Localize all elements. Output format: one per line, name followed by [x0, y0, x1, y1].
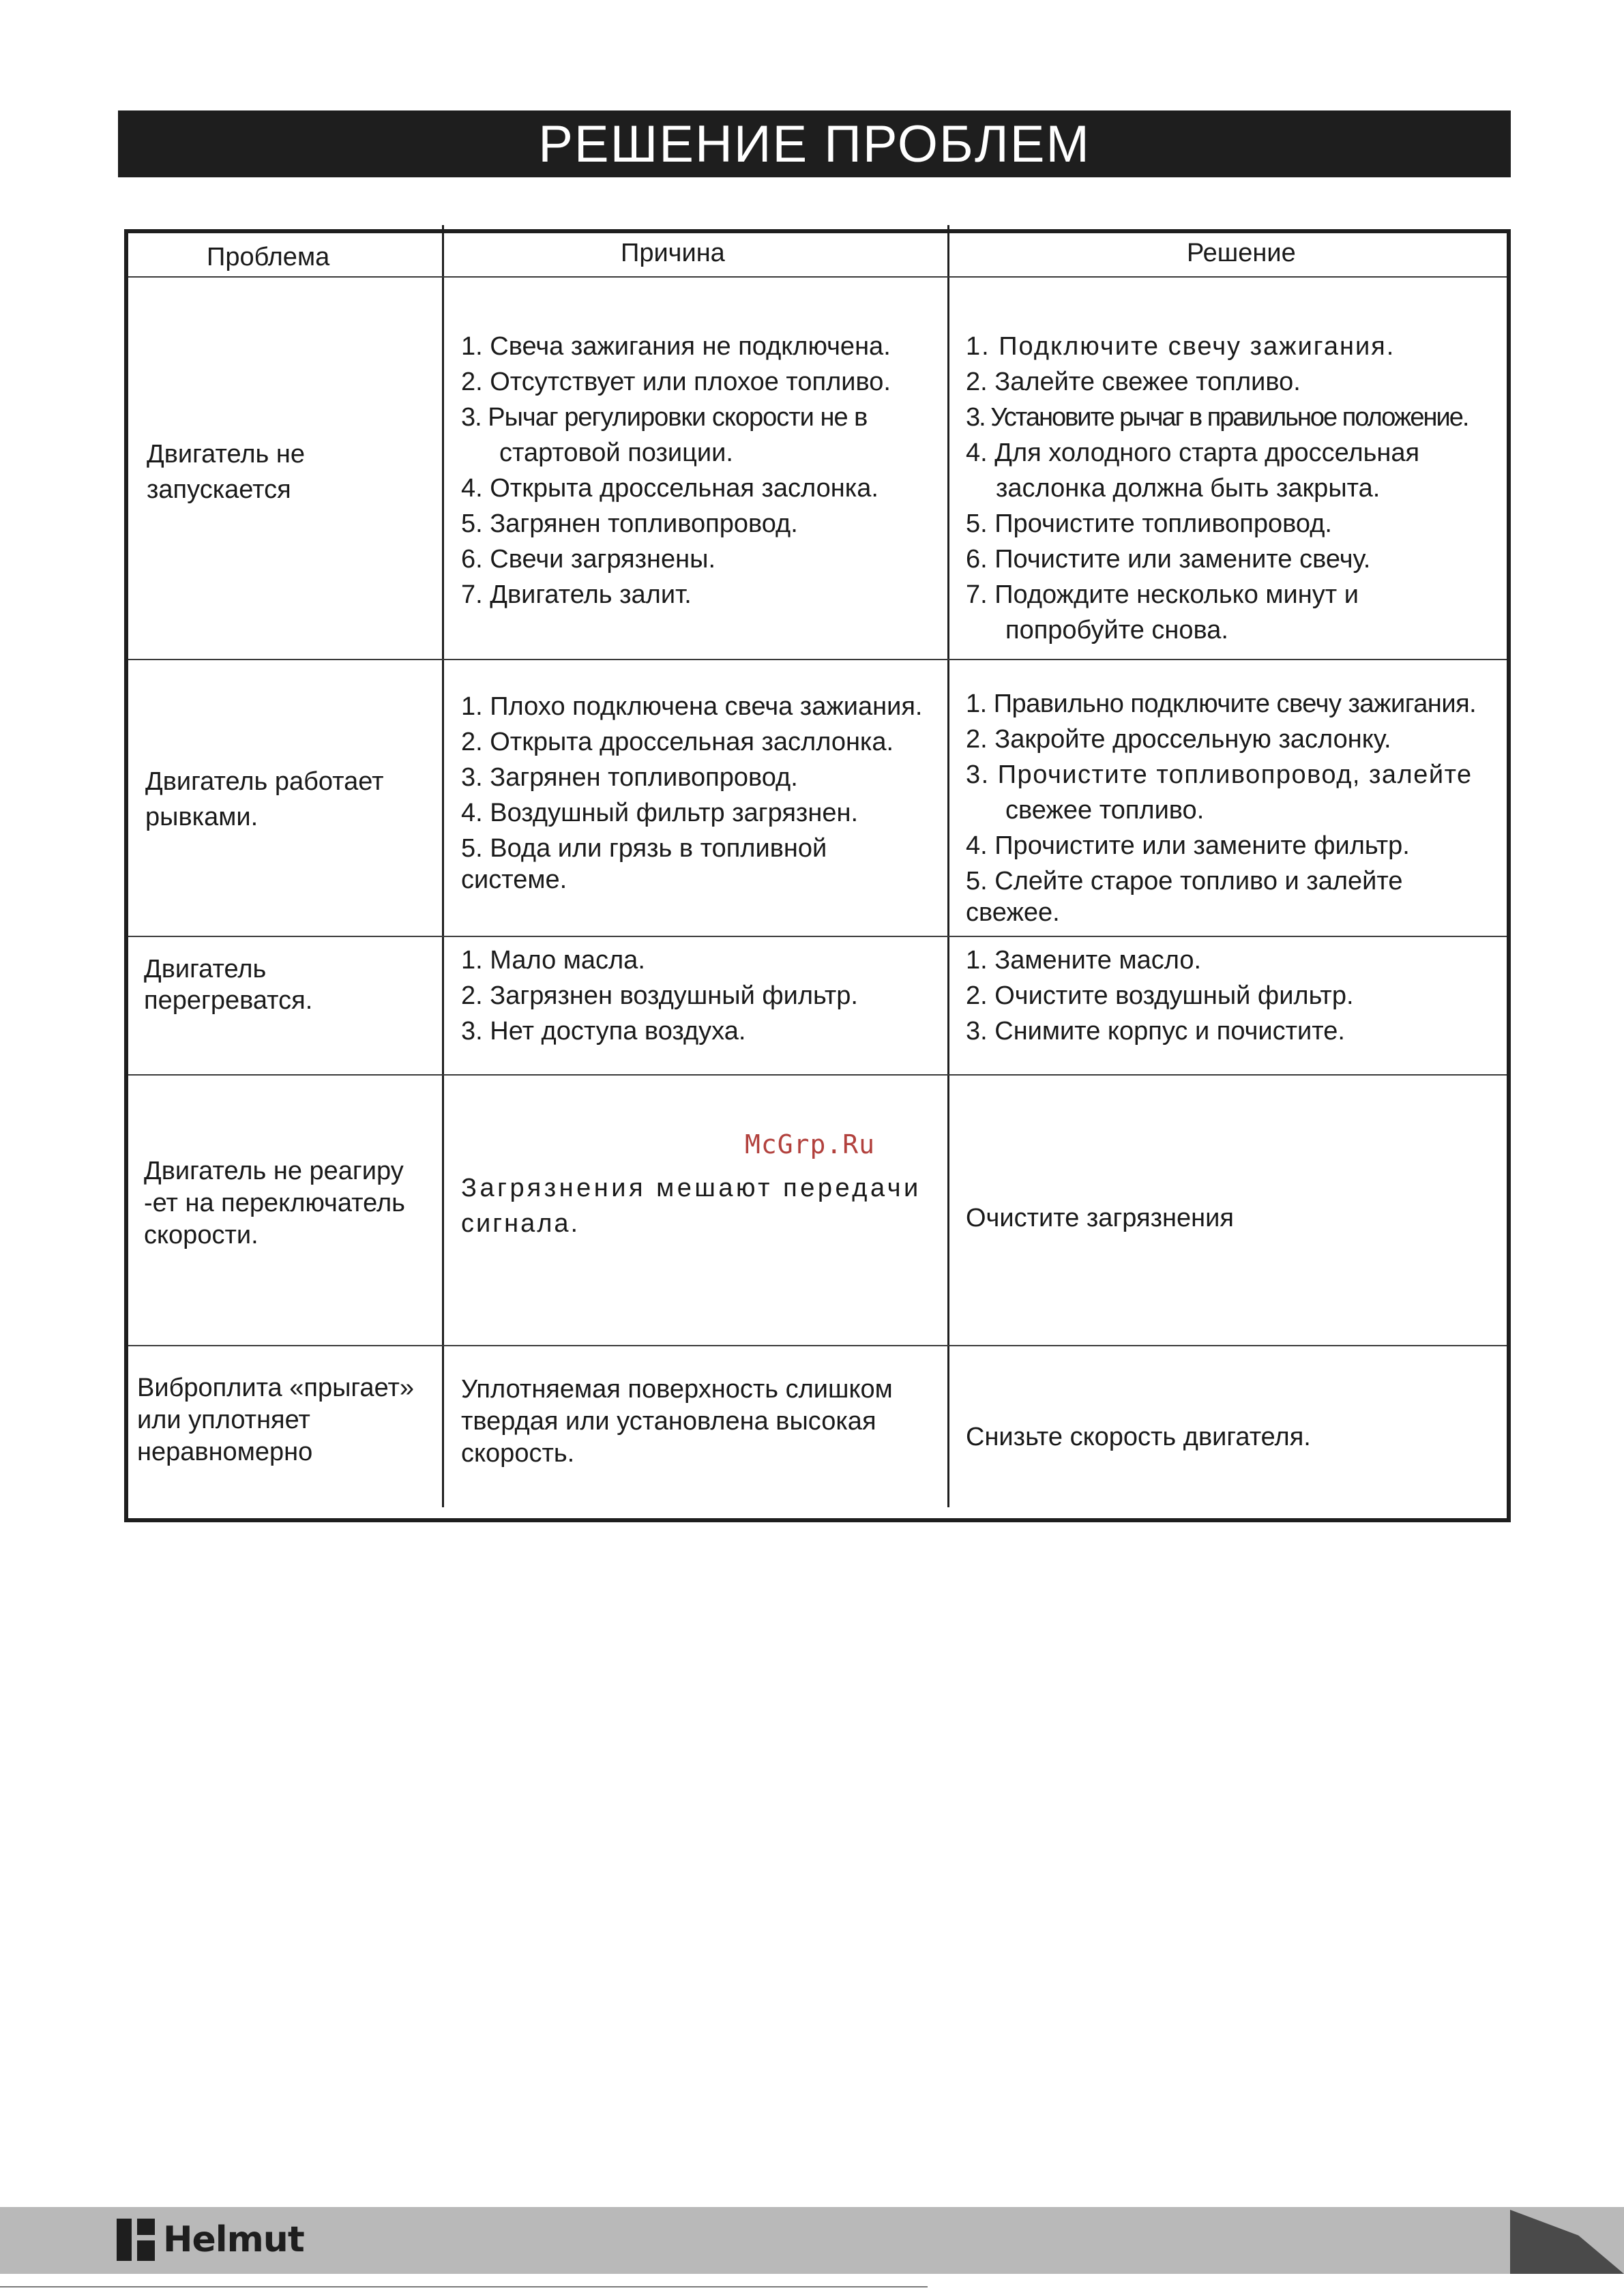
row3-causes	[461, 943, 858, 1049]
row4-problem-line: скорости.	[144, 1221, 259, 1249]
header-cause: Причина	[621, 239, 725, 267]
row2-solutions	[966, 686, 1476, 930]
solution-item: Очистите загрязнения	[966, 1204, 1234, 1232]
cause-item: твердая или установлена высокая	[461, 1407, 876, 1436]
row2-causes	[461, 689, 923, 898]
cause-item: 1. Свеча зажигания не подключена.	[461, 332, 891, 361]
cause-item: 3. Рычаг регулировки скорости не в	[461, 403, 868, 432]
cause-item: 1. Мало масла.	[461, 946, 645, 975]
cause-item: 4. Открыта дроссельная заслонка.	[461, 474, 879, 503]
row3-problem	[144, 953, 312, 1016]
row4-problem	[144, 1155, 405, 1252]
row3-problem-line: перегреватся.	[144, 986, 313, 1015]
page-title: РЕШЕНИЕ ПРОБЛЕМ	[118, 110, 1511, 177]
row4-causes	[461, 1170, 921, 1241]
row4-problem-line: Двигатель не реагиру	[144, 1157, 404, 1185]
row5-problem-line: или уплотняет	[137, 1406, 310, 1434]
row-divider-1	[128, 659, 1507, 660]
solution-item: 1. Правильно подключите свечу зажигания.	[966, 690, 1477, 718]
cause-item: 1. Плохо подключена свеча зажиания.	[461, 692, 923, 721]
row3-problem-line: Двигатель	[144, 955, 267, 983]
cause-item: 2. Открыта дроссельная засллонка.	[461, 728, 894, 756]
header-problem: Проблема	[207, 243, 330, 271]
row-divider-header	[128, 276, 1507, 278]
solution-item: свежее топливо.	[1005, 796, 1205, 825]
brand-logo	[117, 2218, 304, 2262]
solution-item: 2. Закройте дроссельную заслонку.	[966, 725, 1391, 754]
row4-solutions	[966, 1200, 1234, 1236]
cause-item: 3. Загрянен топливопровод.	[461, 763, 798, 792]
watermark: McGrp.Ru	[745, 1129, 876, 1159]
row5-causes	[461, 1374, 893, 1470]
cause-item: 5. Вода или грязь в топливной	[461, 834, 827, 863]
row-divider-3	[128, 1074, 1507, 1076]
cause-item: 2. Отсутствует или плохое топливо.	[461, 368, 891, 396]
solution-item: 6. Почистите или замените свечу.	[966, 545, 1371, 574]
solution-item: 4. Для холодного старта дроссельная	[966, 439, 1420, 467]
row5-solutions	[966, 1419, 1311, 1455]
row3-solutions	[966, 943, 1354, 1049]
row1-solutions	[966, 329, 1468, 648]
solution-item: 5. Прочистите топливопровод.	[966, 509, 1332, 538]
troubleshooting-table	[124, 229, 1511, 1522]
solution-item: 5. Слейте старое топливо и залейте	[966, 867, 1403, 895]
cause-item: системе.	[461, 865, 567, 894]
solution-item: 4. Прочистите или замените фильтр.	[966, 831, 1410, 860]
cause-item: 3. Нет доступа воздуха.	[461, 1017, 746, 1046]
solution-item: 1. Подключите свечу зажигания.	[966, 332, 1396, 361]
column-divider-1	[442, 225, 444, 1507]
solution-item: 2. Очистите воздушный фильтр.	[966, 981, 1354, 1010]
column-divider-2	[947, 225, 949, 1507]
solution-item: 3. Снимите корпус и почистите.	[966, 1017, 1345, 1046]
row1-problem-line: Двигатель не	[147, 440, 305, 469]
row1-problem-line: запускается	[147, 475, 291, 504]
cause-item: Уплотняемая поверхность слишком	[461, 1375, 893, 1404]
row-divider-2	[128, 936, 1507, 937]
row1-problem	[147, 436, 305, 507]
row4-problem-line: -ет на переключатель	[144, 1189, 405, 1217]
row1-causes	[461, 329, 891, 612]
solution-item: свежее.	[966, 898, 1060, 927]
solution-item: 3. Установите рычаг в правильное положение.	[966, 403, 1468, 432]
cause-item: скорость.	[461, 1439, 575, 1468]
cause-item: стартовой позиции.	[499, 439, 733, 467]
row2-problem	[145, 764, 384, 835]
solution-item: заслонка должна быть закрыта.	[996, 474, 1381, 503]
row5-problem-line: Виброплита «прыгает»	[137, 1374, 414, 1402]
cause-item: 5. Загрянен топливопровод.	[461, 509, 798, 538]
row5-problem	[137, 1372, 414, 1468]
cause-item: 7. Двигатель залит.	[461, 580, 692, 609]
footer-rule	[0, 2286, 928, 2287]
solution-item: 1. Замените масло.	[966, 946, 1202, 975]
brand-name: Helmut	[163, 2219, 304, 2260]
cause-item: 4. Воздушный фильтр загрязнен.	[461, 799, 859, 827]
row5-problem-line: неравномерно	[137, 1438, 313, 1466]
solution-item: 7. Подождите несколько минут и	[966, 580, 1359, 609]
row-divider-4	[128, 1345, 1507, 1346]
cause-item: Загрязнения мешают передачи	[461, 1174, 921, 1202]
header-solution: Решение	[1187, 239, 1296, 267]
row2-problem-line: Двигатель работает	[145, 767, 384, 796]
brand-logo-icon	[117, 2219, 155, 2261]
row2-problem-line: рывками.	[145, 803, 259, 831]
solution-item: попробуйте снова.	[1005, 616, 1228, 645]
solution-item: Снизьте скорость двигателя.	[966, 1423, 1311, 1451]
cause-item: 2. Загрязнен воздушный фильтр.	[461, 981, 858, 1010]
solution-item: 3. Прочистите топливопровод, залейте	[966, 760, 1473, 789]
cause-item: 6. Свечи загрязнены.	[461, 545, 716, 574]
solution-item: 2. Залейте свежее топливо.	[966, 368, 1301, 396]
cause-item: сигнала.	[461, 1209, 580, 1238]
